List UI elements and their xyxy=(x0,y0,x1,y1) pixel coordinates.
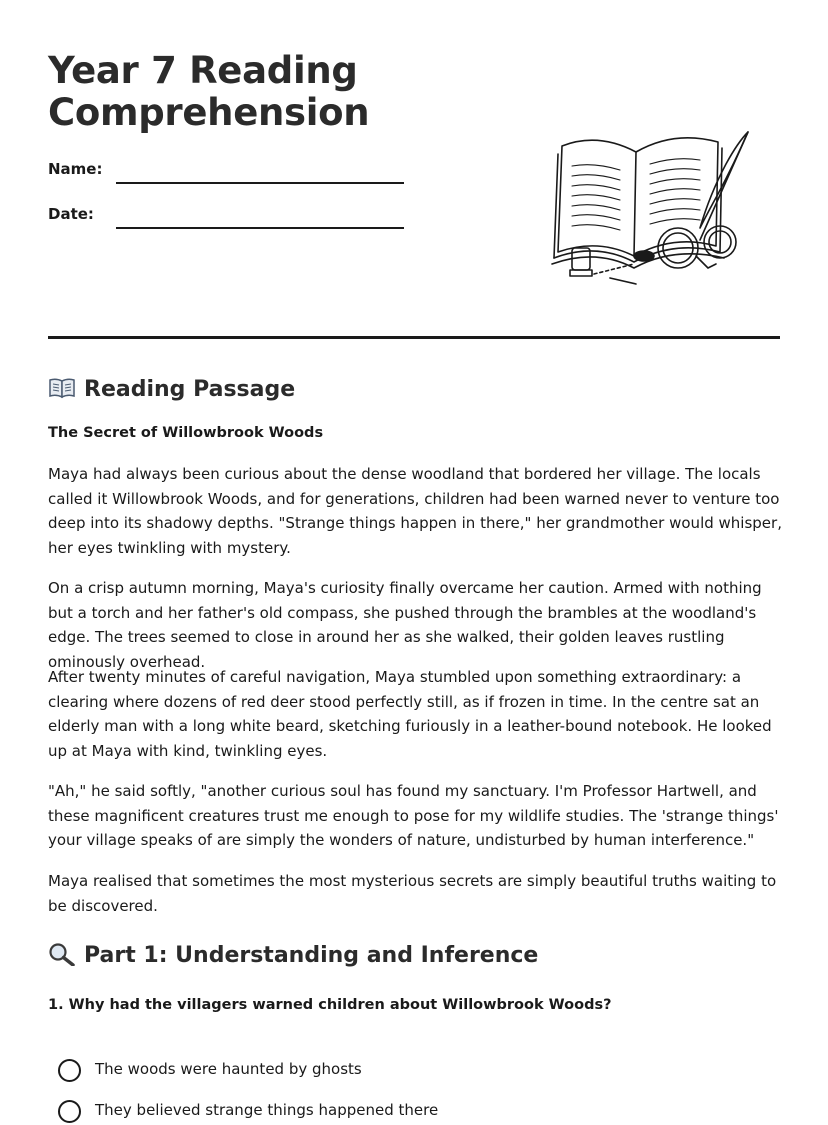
radio-button[interactable] xyxy=(58,1100,81,1123)
name-field[interactable] xyxy=(48,160,408,190)
story-title: The Secret of Willowbrook Woods xyxy=(48,425,324,441)
date-write-line[interactable] xyxy=(116,227,404,229)
passage-paragraph-4: "Ah," he said softly, "another curious soul has found my sanctuary. I'm Professor Hartwell, and these magnificent creatures trust me enough to pose for my wildlife studies. The 'strange things' your village speaks of are simply the wonders of nature, undisturbed by human interference." xyxy=(48,782,779,850)
answer-option-1[interactable] xyxy=(58,1058,658,1084)
part1-heading-text: Part 1: Understanding and Inference xyxy=(84,943,539,968)
book-quill-illustration xyxy=(550,124,756,288)
passage-paragraph-2: On a crisp autumn morning, Maya's curiosity finally overcame her caution. Armed with nothing but a torch and her father's old compass, she pushed through the brambles at the woodland's edge. The trees seemed to close in around her as she walked, their golden leaves rustling ominously overhead. xyxy=(48,579,762,672)
name-write-line[interactable] xyxy=(116,182,404,184)
section-divider xyxy=(48,336,780,339)
radio-button[interactable] xyxy=(58,1059,81,1082)
question-1: 1. Why had the villagers warned children about Willowbrook Woods? xyxy=(48,997,612,1013)
open-book-icon xyxy=(48,376,76,400)
passage-paragraph-5: Maya realised that sometimes the most mysterious secrets are simply beautiful truths waiting to be discovered. xyxy=(48,872,777,915)
answer-option-label: They believed strange things happened there xyxy=(95,1101,439,1119)
reading-passage-heading-text: Reading Passage xyxy=(84,377,296,402)
passage-paragraph-1: Maya had always been curious about the dense woodland that bordered her village. The locals called it Willowbrook Woods, and for generations, children had been warned never to venture too deep into its shadowy depths. "Strange things happen in there," her grandmother would whisper, her eyes twinkling with mystery. xyxy=(48,465,782,558)
name-label: Name: xyxy=(48,160,103,178)
answer-option-2[interactable] xyxy=(58,1099,658,1125)
page-title xyxy=(48,50,468,134)
title-line-1: Year 7 Reading xyxy=(48,49,358,92)
reading-passage-heading xyxy=(48,376,295,404)
passage-paragraph-3: After twenty minutes of careful navigation, Maya stumbled upon something extraordinary: a clearing where dozens of red deer stood perfectly still, as if frozen in time. In the centre sat an elderly man with a long white beard, sketching furiously in a leather-bound notebook. He looked up at Maya with kind, twinkling eyes. xyxy=(48,668,772,761)
magnifying-glass-icon xyxy=(48,942,76,966)
part1-heading xyxy=(48,942,538,970)
answer-option-label: The woods were haunted by ghosts xyxy=(95,1060,362,1078)
title-line-2: Comprehension xyxy=(48,91,370,134)
date-label: Date: xyxy=(48,205,94,223)
date-field[interactable] xyxy=(48,205,408,235)
